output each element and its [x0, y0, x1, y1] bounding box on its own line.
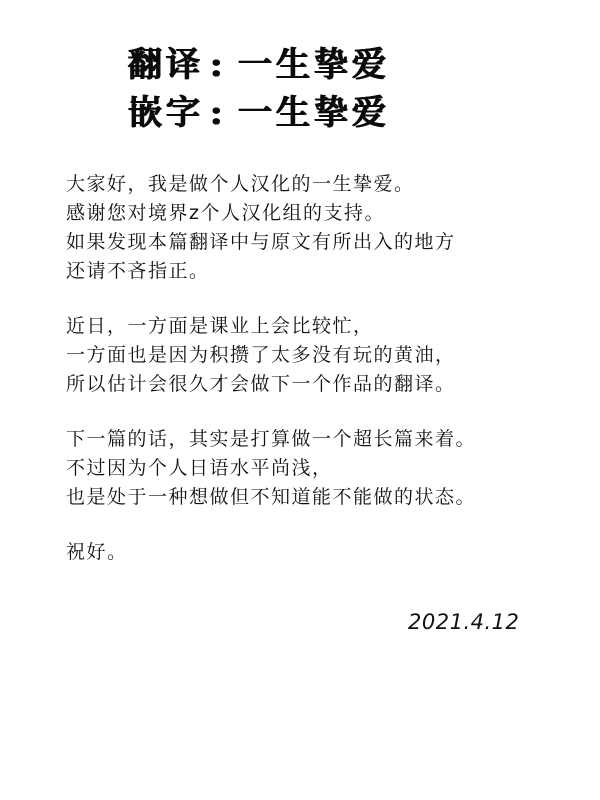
text-line: 近日，一方面是课业上会比较忙， [66, 315, 374, 337]
date-signature: 2021.4.12 [408, 610, 520, 634]
translator-colon: : [210, 45, 227, 85]
text-line: 不过因为个人日语水平尚浅， [66, 457, 333, 479]
text-line: 也是处于一种想做但不知道能不能做的状态。 [66, 486, 477, 508]
credits-header [128, 42, 488, 138]
paragraph-closing [66, 538, 576, 567]
paragraph-greeting [66, 170, 576, 286]
translator-credit [128, 42, 488, 88]
text-line: 大家好，我是做个人汉化的一生挚爱。 [66, 173, 415, 195]
translator-label: 翻译 [128, 45, 204, 85]
text-line: 一方面也是因为积攒了太多没有玩的黄油， [66, 344, 456, 366]
text-line: 如果发现本篇翻译中与原文有所出入的地方 [66, 231, 456, 253]
message-body [66, 170, 576, 593]
typesetter-name: 一生挚爱 [238, 93, 390, 133]
text-line: 祝好。 [66, 541, 128, 563]
text-line: 下一篇的话，其实是打算做一个超长篇来着。 [66, 428, 477, 450]
paragraph-busy [66, 312, 576, 399]
typesetter-colon: : [210, 93, 227, 133]
typesetter-credit [128, 90, 488, 136]
typesetter-label: 嵌字 [128, 93, 204, 133]
text-line: 感谢您对境界z个人汉化组的支持。 [66, 202, 385, 224]
text-line: 所以估计会很久才会做下一个作品的翻译。 [66, 373, 456, 395]
paragraph-next-work [66, 425, 576, 512]
text-line: 还请不吝指正。 [66, 260, 210, 282]
translator-name: 一生挚爱 [238, 45, 390, 85]
